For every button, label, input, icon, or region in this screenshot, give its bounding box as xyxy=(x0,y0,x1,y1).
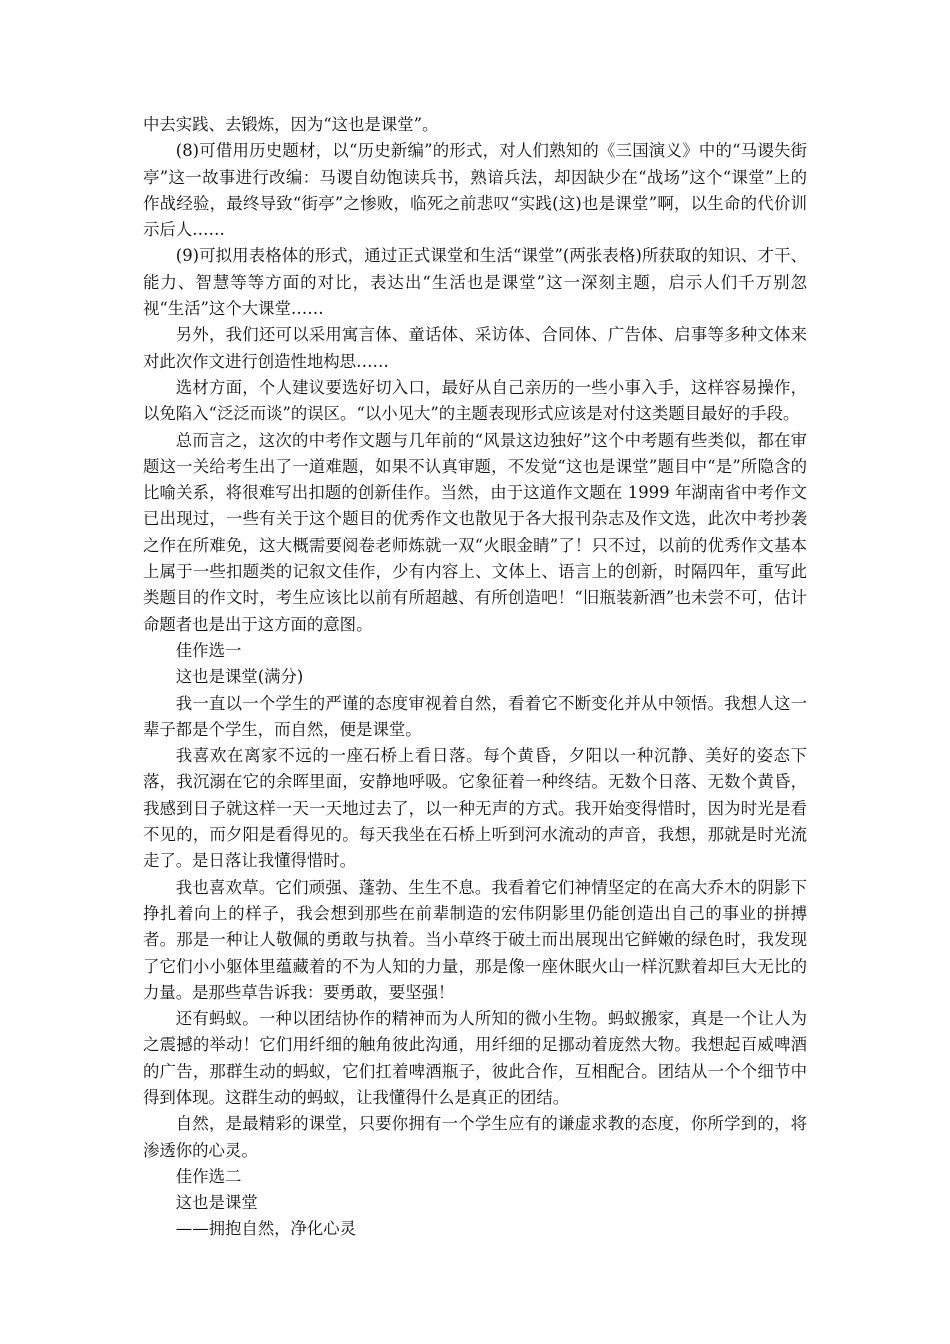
paragraph-summary: 总而言之，这次的中考作文题与几年前的“风景这边独好”这个中考题有些类似，都在审题这一关给考生出了一道难题，如果不认真审题，不发觉“这也是课堂”题目中“是”所隐含的比喻关系，将很难写出扣题的创新佳作。当然，由于这道作文题在 1999 年湖南省中考作文已出现过，一些有关于这个题目的优秀作文也散见于各大报刊杂志及作文选，此次中考抄袭之作在所难免，这大概需要阅卷老师炼就一双“火眼金睛”了！只不过，以前的优秀作文基本上属于一些扣题类的记叙文佳作，少有内容上、文体上、语言上的创新，时隔四年，重写此类题目的作文时，考生应该比以前有所超越、有所创造吧！“旧瓶装新酒”也未尝不可，估计命题者也是出于这方面的意图。 xyxy=(143,430,807,634)
section-heading-essay-two: 佳作选二 xyxy=(175,1166,242,1186)
essay-one-title: 这也是课堂(满分) xyxy=(175,667,304,687)
essay-two-title: 这也是课堂 xyxy=(175,1193,258,1213)
essay-one-paragraph: 我喜欢在离家不远的一座石桥上看日落。每个黄昏，夕阳以一种沉静、美好的姿态下落，我沉溺在它的余晖里面，安静地呼吸。它象征着一种终结。无数个日落、无数个黄昏，我感到日子就这样一天一天地过去了，以一种无声的方式。我开始变得惜时，因为时光是看不见的，而夕阳是看得见的。每天我坐在石桥上听到河水流动的声音，我想，那就是时光流走了。是日落让我懂得惜时。 xyxy=(143,746,807,871)
essay-one-paragraph: 自然，是最精彩的课堂，只要你拥有一个学生应有的谦虚求教的态度，你所学到的，将渗透你的心灵。 xyxy=(143,1114,807,1160)
section-heading-essay-one: 佳作选一 xyxy=(175,640,242,660)
paragraph-other-styles: 另外，我们还可以采用寓言体、童话体、采访体、合同体、广告体、启事等多种文体来对此次作文进行创造性地构思…… xyxy=(143,325,807,371)
essay-two-subtitle: ——拥抱自然，净化心灵 xyxy=(175,1219,357,1239)
document-body xyxy=(143,112,807,1243)
paragraph-material-selection: 选材方面，个人建议要选好切入口，最好从自己亲历的一些小事入手，这样容易操作，以免陷入“泛泛而谈”的误区。“以小见大”的主题表现形式应该是对付这类题目最好的手段。 xyxy=(143,377,807,424)
essay-one-paragraph: 还有蚂蚁。一种以团结协作的精神而为人所知的微小生物。蚂蚁搬家，真是一个让人为之震撼的举动！它们用纤细的触角彼此沟通，用纤细的足挪动着庞然大物。我想起百威啤酒的广告，那群生动的蚂蚁，它们扛着啤酒瓶子，彼此合作，互相配合。团结从一个个细节中得到体现。这群生动的蚂蚁，让我懂得什么是真正的团结。 xyxy=(143,1009,807,1107)
paragraph-item-8: (8)可借用历史题材，以“历史新编”的形式，对人们熟知的《三国演义》中的“马谡失街亭”这一故事进行改编：马谡自幼饱读兵书，熟谙兵法，却因缺少在“战场”这个“课堂”上的作战经验，最终导致“街亭”之惨败，临死之前悲叹“实践(这)也是课堂”啊，以生命的代价训示后人…… xyxy=(143,141,807,240)
paragraph-item-9: (9)可拟用表格体的形式，通过正式课堂和生活“课堂”(两张表格)所获取的知识、才干、能力、智慧等等方面的对比，表达出“生活也是课堂”这一深刻主题，启示人们千万别忽视“生活”这个大课堂…… xyxy=(143,246,807,319)
paragraph-continuation: 中去实践、去锻炼，因为“这也是课堂”。 xyxy=(143,115,439,134)
essay-one-paragraph: 我一直以一个学生的严谨的态度审视着自然，看着它不断变化并从中领悟。我想人这一辈子都是个学生，而自然，便是课堂。 xyxy=(143,693,807,739)
essay-one-paragraph: 我也喜欢草。它们顽强、蓬勃、生生不息。我看着它们神情坚定的在高大乔木的阴影下挣扎着向上的样子，我会想到那些在前辈制造的宏伟阴影里仍能创造出自己的事业的拼搏者。那是一种让人敬佩的勇敢与执着。当小草终于破土而出展现出它鲜嫩的绿色时，我发现了它们小小躯体里蕴藏着的不为人知的力量，那是像一座休眠火山一样沉默着却巨大无比的力量。是那些草告诉我：要勇敢，要坚强！ xyxy=(143,877,807,1002)
